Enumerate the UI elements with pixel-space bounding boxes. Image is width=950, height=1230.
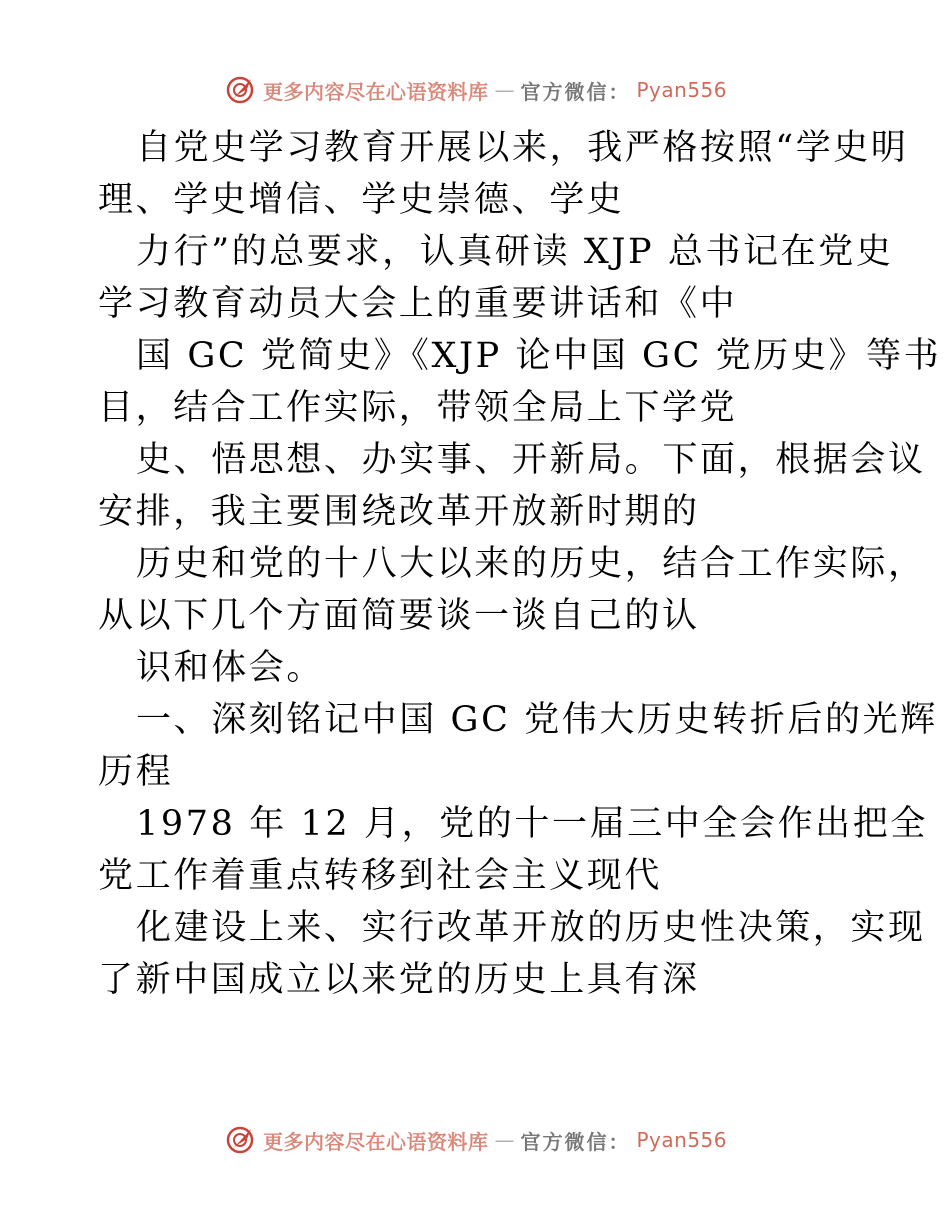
watermark-wechat-id: Pyan556 xyxy=(636,78,727,102)
text-line: 安排，我主要围绕改革开放新时期的 xyxy=(98,492,700,532)
document-body xyxy=(98,122,942,1006)
text-line: 了新中国成立以来党的历史上具有深 xyxy=(98,960,700,1000)
watermark-dash: — xyxy=(494,1128,515,1152)
watermark-main-text: 更多内容尽在心语资料库 xyxy=(262,79,489,104)
watermark-wechat-id: Pyan556 xyxy=(636,1128,727,1152)
header-watermark xyxy=(0,70,950,110)
watermark-main-text: 更多内容尽在心语资料库 xyxy=(262,1129,489,1154)
watermark-official-label: 官方微信： xyxy=(520,1129,631,1154)
text-line: 理、学史增信、学史崇德、学史 xyxy=(98,180,625,220)
text-line: 从以下几个方面简要谈一谈自己的认 xyxy=(98,596,700,636)
quill-logo-icon xyxy=(223,1123,257,1157)
text-line: 识和体会。 xyxy=(136,648,325,688)
text-line: 党工作着重点转移到社会主义现代 xyxy=(98,856,663,896)
text-line: 史、悟思想、办实事、开新局。下面，根据会议 xyxy=(136,440,926,480)
section-heading-line: 历程 xyxy=(98,752,174,792)
watermark-official-label: 官方微信： xyxy=(520,79,631,104)
text-line: 国 GC 党简史》《XJP 论中国 GC 党历史》等书 xyxy=(136,336,942,376)
text-line: 力行”的总要求，认真研读 XJP 总书记在党史 xyxy=(136,232,894,272)
quill-logo-icon xyxy=(223,73,257,107)
text-line: 自党史学习教育开展以来，我严格按照“学史明 xyxy=(136,128,909,168)
section-heading-line: 一、深刻铭记中国 GC 党伟大历史转折后的光辉 xyxy=(136,700,938,740)
text-line: 历史和党的十八大以来的历史，结合工作实际， xyxy=(136,544,926,584)
text-line: 1978 年 12 月，党的十一届三中全会作出把全 xyxy=(136,804,928,844)
watermark-dash: — xyxy=(494,78,515,102)
text-line: 目，结合工作实际，带领全局上下学党 xyxy=(98,388,738,428)
footer-watermark xyxy=(0,1120,950,1160)
text-line: 学习教育动员大会上的重要讲话和《中 xyxy=(98,284,738,324)
text-line: 化建设上来、实行改革开放的历史性决策，实现 xyxy=(136,908,926,948)
